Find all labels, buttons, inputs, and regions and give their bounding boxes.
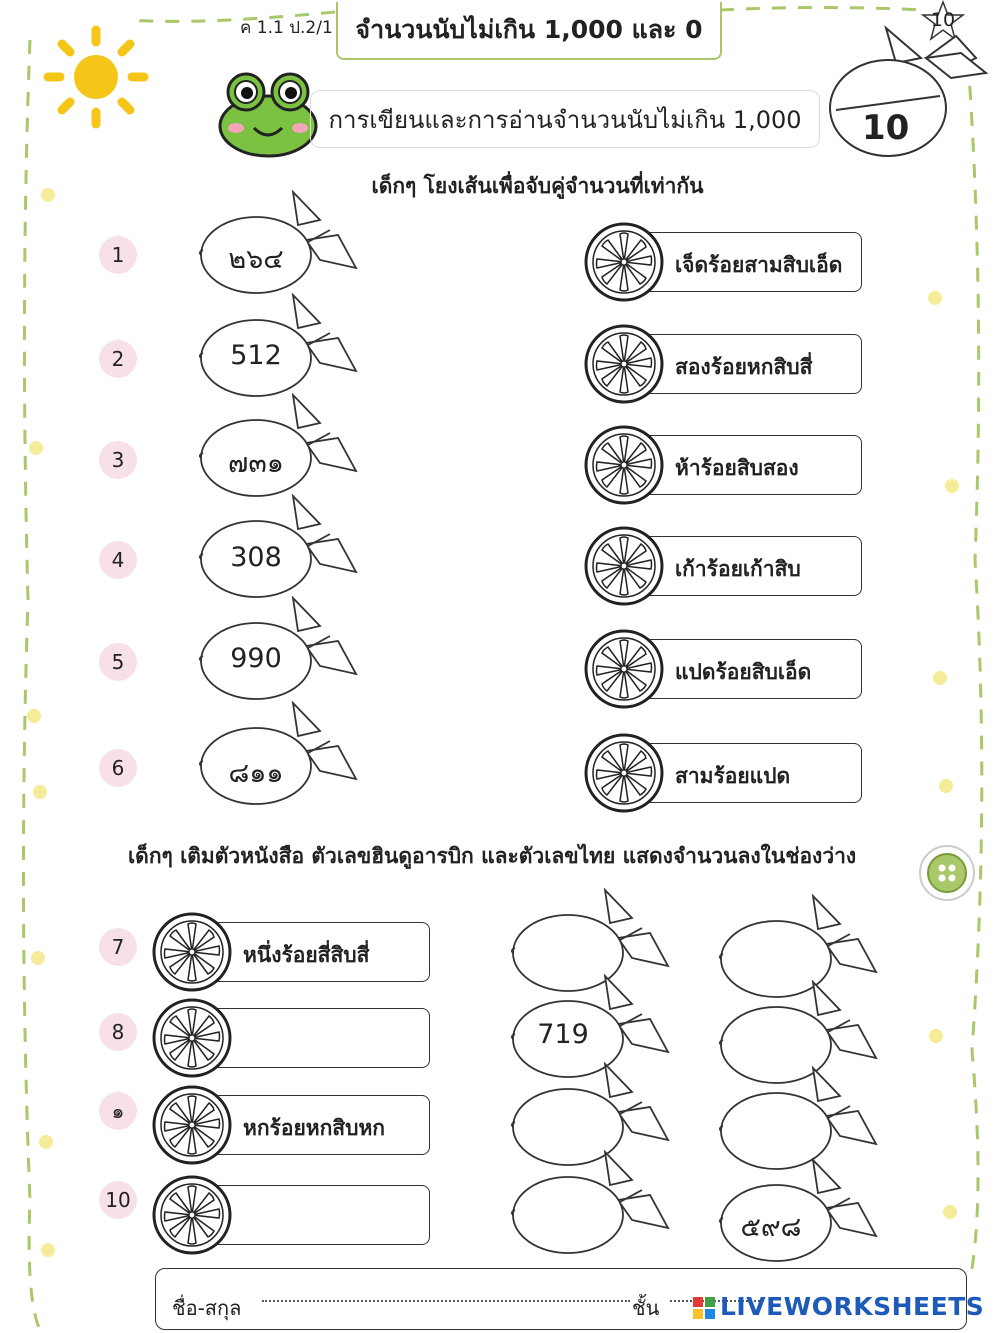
thai-answer: ๕๙๘ — [740, 1212, 802, 1243]
question-number: ๑ — [99, 1092, 137, 1130]
question-number: 7 — [99, 928, 137, 966]
question-number: 3 — [99, 441, 137, 479]
class-label: ชั้น — [632, 1296, 660, 1320]
lemon-slice-icon — [584, 526, 664, 606]
question-number: 2 — [99, 340, 137, 378]
lemon-value: 990 — [230, 643, 282, 674]
lemon-value: 308 — [230, 542, 282, 573]
number-word: แปดร้อยสิบเอ็ด — [675, 660, 812, 684]
lemon-slice-icon — [152, 1085, 232, 1165]
lemon-slice-icon — [152, 1175, 232, 1255]
page-number-star: 10 — [930, 9, 956, 31]
lemon-slice-icon — [584, 425, 664, 505]
lemon-slice-icon — [584, 733, 664, 813]
number-word: เก้าร้อยเก้าสิบ — [675, 557, 801, 581]
liveworksheets-watermark: LIVEWORKSHEETS — [720, 1292, 985, 1321]
liveworksheets-logo-icon — [692, 1296, 716, 1320]
lemon-value: ๘๑๑ — [228, 758, 284, 789]
lemon-slice-icon — [152, 998, 232, 1078]
name-label: ชื่อ-สกุล — [172, 1296, 242, 1320]
fill-in-instruction: เด็กๆ เติมตัวหนังสือ ตัวเลขฮินดูอารบิก และตัวเลขไทย แสดงจำนวนลงในช่องว่าง — [128, 844, 857, 868]
word-answer: หนึ่งร้อยสี่สิบสี่ — [243, 943, 370, 967]
lemon-value: ๒๖๔ — [228, 244, 284, 275]
question-number: 4 — [99, 541, 137, 579]
frog-icon — [216, 66, 320, 158]
question-number: 8 — [99, 1013, 137, 1051]
worksheet-subtitle: การเขียนและการอ่านจำนวนนับไม่เกิน 1,000 — [310, 90, 820, 148]
question-number: 10 — [99, 1181, 137, 1219]
lemon-value: 512 — [230, 340, 282, 371]
arabic-answer-lemon-10[interactable] — [510, 1150, 670, 1260]
lemon-value: ๗๓๑ — [228, 448, 284, 479]
question-number: 5 — [99, 643, 137, 681]
number-word: สองร้อยหกสิบสี่ — [675, 355, 813, 379]
big-lemon-number: 10 — [862, 108, 910, 148]
question-number: 6 — [99, 749, 137, 787]
name-field[interactable] — [262, 1300, 630, 1302]
matching-instruction: เด็กๆ โยงเส้นเพื่อจับคู่จำนวนที่เท่ากัน — [371, 174, 704, 198]
button-icon — [918, 844, 976, 902]
word-answer: หกร้อยหกสิบหก — [243, 1116, 386, 1140]
number-word: สามร้อยแปด — [675, 764, 791, 788]
question-number: 1 — [99, 236, 137, 274]
arabic-answer: 719 — [537, 1019, 589, 1050]
lemon-slice-icon — [152, 912, 232, 992]
sun-icon — [36, 22, 156, 132]
number-word: เจ็ดร้อยสามสิบเอ็ด — [675, 253, 843, 277]
lemon-slice-icon — [584, 324, 664, 404]
lemon-slice-icon — [584, 629, 664, 709]
lemon-slice-icon — [584, 222, 664, 302]
number-word: ห้าร้อยสิบสอง — [675, 456, 799, 480]
worksheet-title: จำนวนนับไม่เกิน 1,000 และ 0 — [336, 2, 722, 60]
standard-code: ค 1.1 ป.2/1 — [240, 18, 333, 38]
